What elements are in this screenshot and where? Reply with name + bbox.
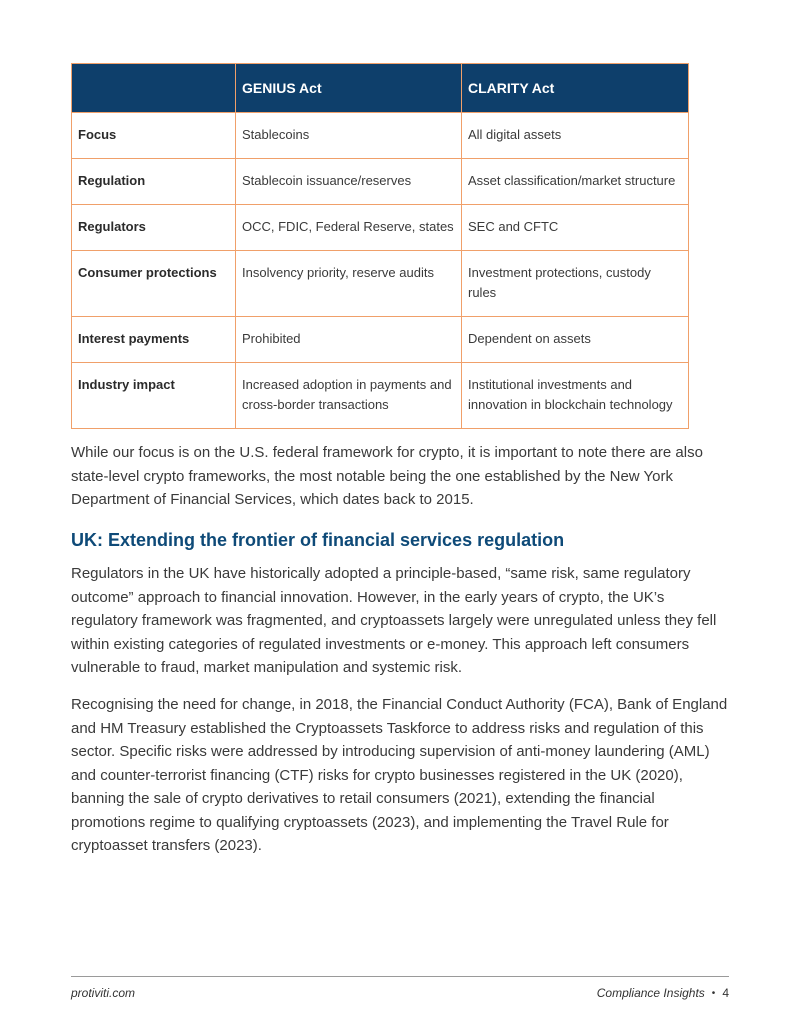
genius-cell: Stablecoin issuance/reserves <box>236 159 462 205</box>
clarity-cell: Asset classification/market structure <box>462 159 689 205</box>
table-row <box>72 363 689 429</box>
page-number: 4 <box>722 986 729 1000</box>
clarity-cell: All digital assets <box>462 113 689 159</box>
table-row <box>72 159 689 205</box>
paragraph-state-frameworks: While our focus is on the U.S. federal framework for crypto, it is important to note there are also state-level crypto frameworks, the most notable being the one established by the New York Department of Financial Services, which dates back to 2015. <box>71 444 703 508</box>
comparison-table <box>71 63 689 429</box>
genius-cell: Stablecoins <box>236 113 462 159</box>
genius-cell: Increased adoption in payments and cross-border transactions <box>236 363 462 429</box>
table-row <box>72 205 689 251</box>
paragraph-uk-approach: Regulators in the UK have historically adopted a principle-based, “same risk, same regulatory outcome” approach to financial innovation. However, in the early years of crypto, the UK’s regulatory framework was fragmented, and cryptoassets largely were unregulated unless they fell within existing categories of regulated investments or e-money. This approach left consumers vulnerable to fraud, market manipulation and systemic risk. <box>71 565 717 676</box>
row-label: Consumer protections <box>72 251 236 317</box>
row-label: Interest payments <box>72 317 236 363</box>
row-label: Regulators <box>72 205 236 251</box>
header-cell-empty <box>72 64 236 113</box>
table-header-row <box>72 64 689 113</box>
table-row <box>72 113 689 159</box>
table-row <box>72 317 689 363</box>
clarity-cell: Investment protections, custody rules <box>462 251 689 317</box>
section-heading-uk: UK: Extending the frontier of financial services regulation <box>71 530 565 550</box>
footer-publication: Compliance Insights <box>596 986 705 1000</box>
clarity-cell: SEC and CFTC <box>462 205 689 251</box>
clarity-cell: Dependent on assets <box>462 317 689 363</box>
footer-separator: • <box>711 988 716 999</box>
row-label: Industry impact <box>72 363 236 429</box>
header-cell-genius: GENIUS Act <box>236 64 462 113</box>
footer-publication-info <box>597 986 729 1000</box>
table-row <box>72 251 689 317</box>
footer-site-link[interactable]: protiviti.com <box>71 986 136 1000</box>
paragraph-cryptoassets-taskforce: Recognising the need for change, in 2018, the Financial Conduct Authority (FCA), Bank of England and HM Treasury established the Cryptoassets Taskforce to address risks and regulation of this sector. Specific risks were addressed by introducing supervision of anti-money laundering (AML) and counter-terrorist financing (CTF) risks for crypto businesses registered in the UK (2020), banning the sale of crypto derivatives to retail consumers (2021), extending the financial promotions regime to qualifying cryptoassets (2023), and implementing the Travel Rule for cryptoasset transfers (2023). <box>71 696 728 854</box>
row-label: Focus <box>72 113 236 159</box>
genius-cell: Insolvency priority, reserve audits <box>236 251 462 317</box>
genius-cell: Prohibited <box>236 317 462 363</box>
genius-cell: OCC, FDIC, Federal Reserve, states <box>236 205 462 251</box>
clarity-cell: Institutional investments and innovation in blockchain technology <box>462 363 689 429</box>
header-cell-clarity: CLARITY Act <box>462 64 689 113</box>
row-label: Regulation <box>72 159 236 205</box>
footer-divider <box>71 976 729 977</box>
